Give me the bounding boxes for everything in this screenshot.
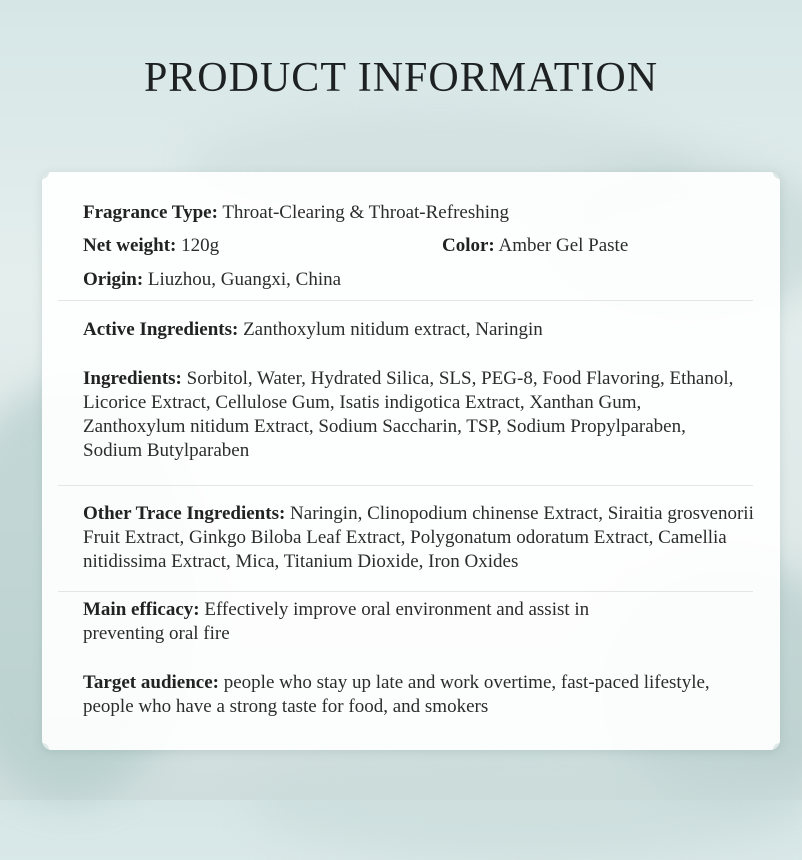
card-corner-notch <box>42 743 49 750</box>
target-audience-value: people who stay up late and work overtime, fast-paced lifestyle, people who have a strong taste for food, and smokers <box>83 672 710 717</box>
origin-label: Origin: <box>83 269 144 290</box>
ingredients <box>83 367 743 463</box>
background-mist <box>250 740 802 860</box>
fragrance-type-label: Fragrance Type: <box>83 202 218 223</box>
fragrance-type-value: Throat-Clearing & Throat-Refreshing <box>222 202 509 223</box>
ingredients-label: Ingredients: <box>83 368 182 389</box>
net-weight-label: Net weight: <box>83 235 177 256</box>
info-card <box>42 172 780 750</box>
target-audience-label: Target audience: <box>83 672 219 693</box>
section-divider <box>58 300 753 301</box>
origin <box>83 268 341 292</box>
card-corner-notch <box>42 172 49 179</box>
active-ingredients <box>83 318 763 342</box>
fragrance-type <box>83 201 509 225</box>
section-divider <box>58 591 753 592</box>
active-ingredients-value: Zanthoxylum nitidum extract, Naringin <box>243 319 543 340</box>
main-efficacy-value: Effectively improve oral environment and assist in preventing oral fire <box>83 599 590 644</box>
main-efficacy-label: Main efficacy: <box>83 599 200 620</box>
other-trace-ingredients-value: Naringin, Clinopodium chinense Extract, Siraitia grosvenorii Fruit Extract, Ginkgo Biloba Leaf Extract, Polygonatum odoratum Extract, Camellia nitidissima Extract, Mica, Titanium Dioxide, Iron Oxides <box>83 503 754 572</box>
card-corner-notch <box>773 172 780 179</box>
target-audience <box>83 671 723 719</box>
origin-value: Liuzhou, Guangxi, China <box>147 269 342 290</box>
main-efficacy <box>83 598 673 646</box>
active-ingredients-label: Active Ingredients: <box>83 319 239 340</box>
color <box>442 234 628 258</box>
color-value: Amber Gel Paste <box>498 235 629 256</box>
other-trace-ingredients-label: Other Trace Ingredients: <box>83 503 286 524</box>
section-divider <box>58 485 753 486</box>
color-label: Color: <box>442 235 495 256</box>
net-weight-value: 120g <box>181 235 220 256</box>
card-corner-notch <box>773 743 780 750</box>
net-weight <box>83 234 219 258</box>
other-trace-ingredients <box>83 502 755 574</box>
ingredients-value: Sorbitol, Water, Hydrated Silica, SLS, PEG-8, Food Flavoring, Ethanol, Licorice Extract, Cellulose Gum, Isatis indigotica Extract, Xanthan Gum, Zanthoxylum nitidum Extract, Sodium Saccharin, TSP, Sodium Propylparaben, Sodium Butylparaben <box>83 368 734 461</box>
page-title: PRODUCT INFORMATION <box>143 55 659 101</box>
